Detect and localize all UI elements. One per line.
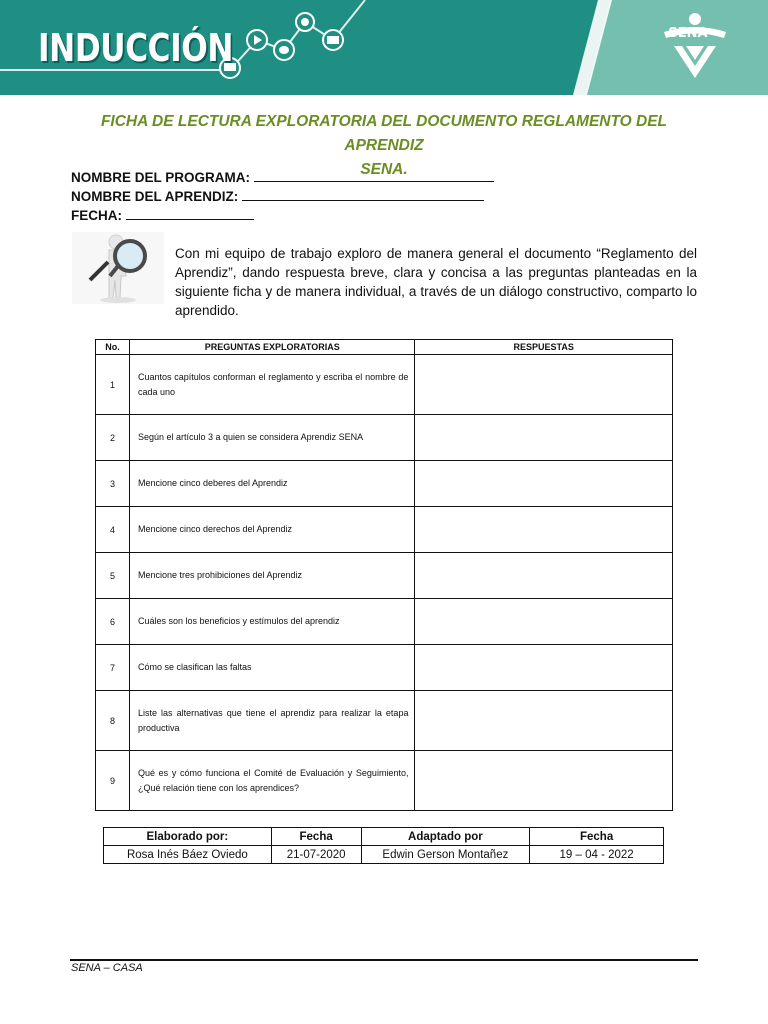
row-question: Cómo se clasifican las faltas	[129, 645, 415, 691]
row-number: 9	[96, 751, 130, 811]
apprentice-name-field	[71, 189, 484, 204]
table-row	[96, 415, 673, 461]
credits-table	[103, 827, 664, 864]
row-answer-cell[interactable]	[415, 645, 673, 691]
row-answer-cell[interactable]	[415, 751, 673, 811]
table-row	[96, 599, 673, 645]
document-title-line2: SENA.	[360, 161, 408, 178]
row-question: Mencione cinco derechos del Aprendiz	[129, 507, 415, 553]
play-icon	[247, 30, 267, 50]
row-answer-cell[interactable]	[415, 355, 673, 415]
row-answer-cell[interactable]	[415, 461, 673, 507]
credits-author: Rosa Inés Báez Oviedo	[104, 846, 272, 864]
row-question: Según el artículo 3 a quien se considera Aprendiz SENA	[129, 415, 415, 461]
credits-adapted-date: 19 – 04 - 2022	[530, 846, 664, 864]
apprentice-name-label: NOMBRE DEL APRENDIZ:	[71, 189, 239, 204]
row-answer-cell[interactable]	[415, 507, 673, 553]
table-row	[96, 645, 673, 691]
table-row	[96, 355, 673, 415]
footer-divider	[70, 959, 698, 961]
table-row	[96, 553, 673, 599]
credits-header-adapter: Adaptado por	[361, 828, 530, 846]
row-question: Mencione tres prohibiciones del Aprendiz	[129, 553, 415, 599]
program-name-input-line[interactable]	[254, 170, 494, 182]
row-number: 6	[96, 599, 130, 645]
questions-table	[95, 339, 673, 811]
row-number: 5	[96, 553, 130, 599]
header-answers: RESPUESTAS	[415, 340, 673, 355]
row-number: 4	[96, 507, 130, 553]
row-question: Qué es y cómo funciona el Comité de Evaluación y Seguimiento, ¿Qué relación tiene con los aprendices?	[129, 751, 415, 811]
credits-header-date: Fecha	[271, 828, 361, 846]
credits-adapter: Edwin Gerson Montañez	[361, 846, 530, 864]
row-question: Cuantos capítulos conforman el reglamento y escriba el nombre de cada uno	[129, 355, 415, 415]
program-name-label: NOMBRE DEL PROGRAMA:	[71, 170, 251, 185]
row-answer-cell[interactable]	[415, 599, 673, 645]
credits-value-row	[104, 846, 664, 864]
header-questions: PREGUNTAS EXPLORATORIAS	[129, 340, 415, 355]
row-question: Cuáles son los beneficios y estímulos del aprendiz	[129, 599, 415, 645]
program-name-field	[71, 170, 494, 185]
row-number: 3	[96, 461, 130, 507]
date-input-line[interactable]	[126, 208, 254, 220]
row-number: 8	[96, 691, 130, 751]
date-label: FECHA:	[71, 208, 122, 223]
apprentice-name-input-line[interactable]	[242, 189, 484, 201]
questions-table-header	[96, 340, 673, 355]
chat-icon	[274, 40, 294, 60]
row-answer-cell[interactable]	[415, 691, 673, 751]
footer-text: SENA – CASA	[71, 962, 143, 974]
credits-date: 21-07-2020	[271, 846, 361, 864]
credits-header-adapted-date: Fecha	[530, 828, 664, 846]
magnifying-glass-person-icon	[72, 232, 164, 304]
header-number: No.	[96, 340, 130, 355]
row-number: 2	[96, 415, 130, 461]
row-answer-cell[interactable]	[415, 553, 673, 599]
intro-paragraph: Con mi equipo de trabajo exploro de manera general el documento “Reglamento del Aprendiz”, dando respuesta breve, clara y concisa a las preguntas planteadas en la siguiente ficha y de manera individual, a través de un diálogo constructivo, comparto lo aprendido.	[175, 246, 697, 318]
credits-header-row	[104, 828, 664, 846]
header-banner	[0, 0, 768, 95]
book-icon	[323, 30, 343, 50]
banner-title: INDUCCIÓN	[38, 26, 234, 70]
row-question: Mencione cinco deberes del Aprendiz	[129, 461, 415, 507]
globe-icon	[296, 13, 314, 31]
row-question: Liste las alternativas que tiene el aprendiz para realizar la etapa productiva	[129, 691, 415, 751]
table-row	[96, 461, 673, 507]
document-title-line1: FICHA DE LECTURA EXPLORATORIA DEL DOCUMENTO REGLAMENTO DEL APRENDIZ	[100, 113, 668, 154]
table-row	[96, 507, 673, 553]
date-field	[71, 208, 254, 223]
sena-logo-icon	[658, 12, 732, 82]
row-number: 7	[96, 645, 130, 691]
table-row	[96, 751, 673, 811]
row-answer-cell[interactable]	[415, 415, 673, 461]
row-number: 1	[96, 355, 130, 415]
credits-header-author: Elaborado por:	[104, 828, 272, 846]
table-row	[96, 691, 673, 751]
sena-logo-text: SENA	[668, 26, 708, 41]
